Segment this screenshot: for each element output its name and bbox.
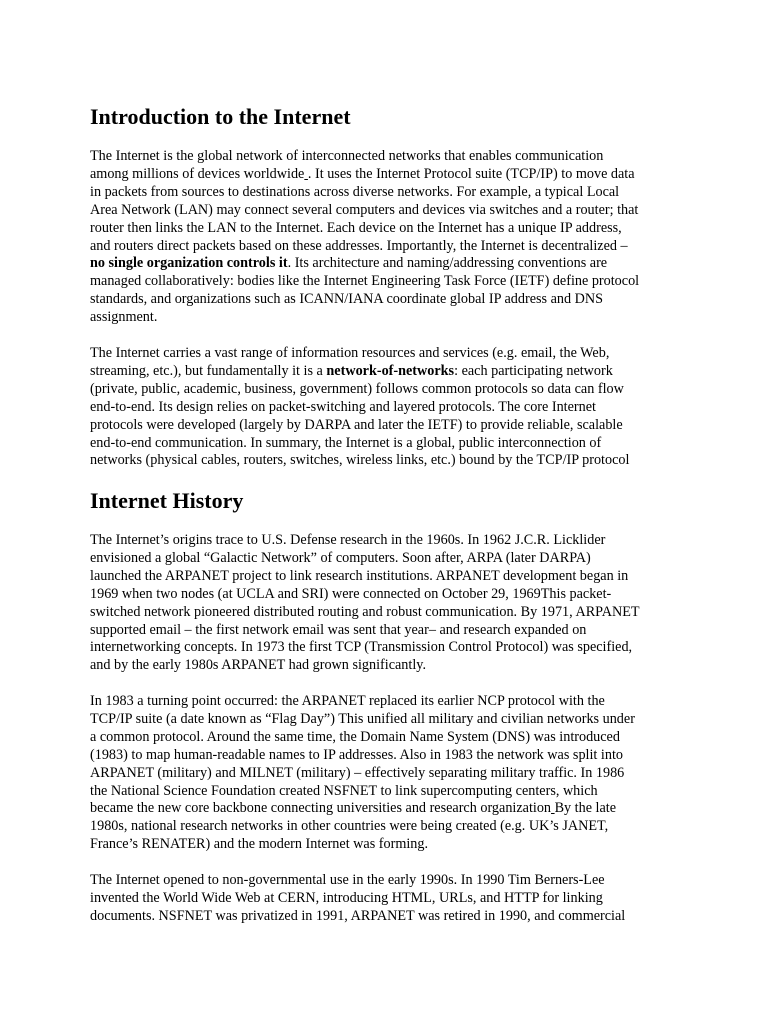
paragraph-history-2 xyxy=(90,693,635,854)
heading-internet-history: Internet History xyxy=(90,488,244,513)
text-line: The Internet is the global network of interconnected networks that enables communication xyxy=(90,148,604,164)
text-line: 1969 when two nodes (at UCLA and SRI) were connected on October 29, 1969This packet- xyxy=(90,585,612,602)
text-line: became the new core backbone connecting universities and research organization By the late xyxy=(90,800,617,817)
paragraph-intro-2 xyxy=(90,345,629,470)
text-line: (1983) to map human-readable names to IP addresses. Also in 1983 the network was split into xyxy=(90,746,623,763)
text-line: assignment. xyxy=(90,309,158,326)
text-line: protocols were developed (largely by DARPA and later the IETF) to provide reliable, scalable xyxy=(90,416,623,433)
text-line: launched the ARPANET project to link research institutions. ARPANET development began in xyxy=(90,567,629,584)
bold-emphasis: no single organization controls it xyxy=(90,255,288,272)
text-line: streaming, etc.), but fundamentally it is a network-of-networks: each participating network xyxy=(90,362,613,379)
text-line: In 1983 a turning point occurred: the ARPANET replaced its earlier NCP protocol with the xyxy=(90,693,605,709)
paragraph-history-3 xyxy=(90,872,625,926)
text-line: France’s RENATER) and the modern Internet was forming. xyxy=(90,836,429,853)
text-line: 1980s, national research networks in other countries were being created (e.g. UK’s JANET, xyxy=(90,818,609,835)
text-line: The Internet’s origins trace to U.S. Defense research in the 1960s. In 1962 J.C.R. Licklider xyxy=(90,532,606,548)
text-line: no single organization controls it. Its architecture and naming/addressing conventions are xyxy=(90,255,608,272)
text-line: invented the World Wide Web at CERN, introducing HTML, URLs, and HTTP for linking xyxy=(90,889,603,906)
text-line: standards, and organizations such as ICANN/IANA coordinate global IP address and DNS xyxy=(90,291,604,308)
text-line: TCP/IP suite (a date known as “Flag Day”) This unified all military and civilian networks under xyxy=(90,710,635,727)
paragraph-intro-1 xyxy=(90,148,639,327)
text-line: Area Network (LAN) may connect several computers and devices via switches and a router; that xyxy=(90,201,639,218)
text-line: in packets from sources to destinations across diverse networks. For example, a typical Local xyxy=(90,183,620,200)
text-line: switched network pioneered distributed routing and robust communication. By 1971, ARPANET xyxy=(90,603,640,620)
bold-emphasis: network-of-networks xyxy=(326,362,455,379)
text-line: among millions of devices worldwide . It uses the Internet Protocol suite (TCP/IP) to move data xyxy=(90,165,635,182)
heading-introduction: Introduction to the Internet xyxy=(90,104,351,129)
text-line: router then links the LAN to the Internet. Each device on the Internet has a unique IP address, xyxy=(90,219,622,236)
text-line: The Internet carries a vast range of information resources and services (e.g. email, the Web, xyxy=(90,345,610,361)
text-line: internetworking concepts. In 1973 the first TCP (Transmission Control Protocol) was specified, xyxy=(90,639,633,656)
text-line: envisioned a global “Galactic Network” of computers. Soon after, ARPA (later DARPA) xyxy=(90,549,591,566)
text-line: The Internet opened to non-governmental use in the early 1990s. In 1990 Tim Berners-Lee xyxy=(90,872,605,888)
text-line: and routers direct packets based on these addresses. Importantly, the Internet is decentralized – xyxy=(90,237,628,254)
text-line: (private, public, academic, business, government) follows common protocols so data can flow xyxy=(90,380,624,397)
text-line: supported email – the first network email was sent that year– and research expanded on xyxy=(90,621,587,638)
text-line: a common protocol. Around the same time, the Domain Name System (DNS) was introduced xyxy=(90,728,620,745)
text-line: the National Science Foundation created NSFNET to link supercomputing centers, which xyxy=(90,782,598,799)
text-line: and by the early 1980s ARPANET had grown significantly. xyxy=(90,657,426,674)
text-line: ARPANET (military) and MILNET (military) – effectively separating military traffic. In 1986 xyxy=(90,764,625,781)
text-line: networks (physical cables, routers, switches, wireless links, etc.) bound by the TCP/IP protocol xyxy=(90,452,630,469)
text-line: end-to-end communication. In summary, the Internet is a global, public interconnection of xyxy=(90,434,602,451)
text-line: end-to-end. Its design relies on packet-switching and layered protocols. The core Internet xyxy=(90,398,596,415)
paragraph-history-1 xyxy=(90,532,640,675)
text-line: documents. NSFNET was privatized in 1991, ARPANET was retired in 1990, and commercial xyxy=(90,907,626,924)
text-line: managed collaboratively: bodies like the Internet Engineering Task Force (IETF) define protocol xyxy=(90,273,640,290)
